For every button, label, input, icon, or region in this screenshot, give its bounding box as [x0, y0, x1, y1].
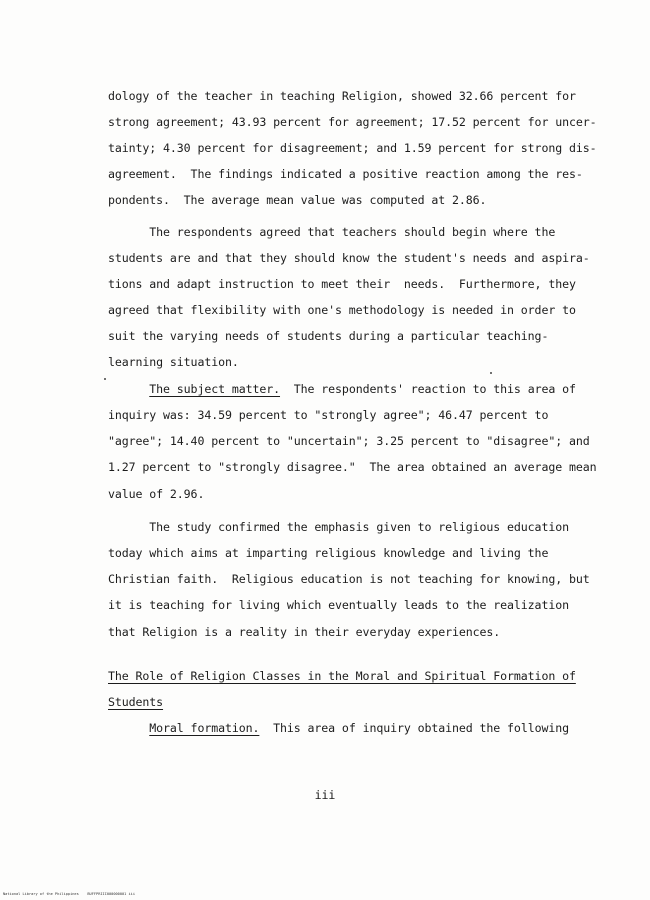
paragraph-1-line-5: pondents. The average mean value was computed at 2.86.: [108, 193, 487, 207]
paragraph-4-line-4: it is teaching for living which eventually leads to the realization: [108, 598, 569, 612]
section-heading-line-1: The Role of Religion Classes in the Moral and Spiritual Formation of: [108, 669, 576, 683]
paragraph-3-line-5: value of 2.96.: [108, 487, 205, 501]
paragraph-1-line-1: dology of the teacher in teaching Religion, showed 32.66 percent for: [108, 89, 576, 103]
paragraph-4-line-1: The study confirmed the emphasis given to religious education: [108, 520, 569, 534]
paragraph-3-line-2: inquiry was: 34.59 percent to "strongly agree"; 46.47 percent to: [108, 408, 549, 422]
paragraph-1-line-4: agreement. The findings indicated a positive reaction among the res-: [108, 167, 583, 181]
paragraph-4-line-3: Christian faith. Religious education is not teaching for knowing, but: [108, 572, 590, 586]
paragraph-2-line-6: learning situation.: [108, 355, 239, 369]
paragraph-3-line-1: [108, 381, 576, 397]
archive-footer: National Library of the Philippines BUFFPRIII000000001 iii: [3, 892, 135, 896]
page-number: iii: [314, 788, 336, 802]
paragraph-4-line-5: that Religion is a reality in their everyday experiences.: [108, 625, 501, 639]
paragraph-4-line-2: today which aims at imparting religious knowledge and living the: [108, 546, 549, 560]
paragraph-1-line-2: strong agreement; 43.93 percent for agreement; 17.52 percent for uncer-: [108, 115, 597, 129]
paragraph-2-line-3: tions and adapt instruction to meet their needs. Furthermore, they: [108, 277, 576, 291]
paragraph-3-line-4: 1.27 percent to "strongly disagree." The area obtained an average mean: [108, 460, 597, 474]
paragraph-2-line-2: students are and that they should know the student's needs and aspira-: [108, 251, 590, 265]
paragraph-2-line-5: suit the varying needs of students during a particular teaching-: [108, 329, 549, 343]
moral-formation-heading: Moral formation.: [149, 721, 260, 735]
paragraph-2-line-4: agreed that flexibility with one's methodology is needed in order to: [108, 303, 576, 317]
paragraph-3-line-1-text: The respondents' reaction to this area of: [280, 382, 576, 396]
paragraph-2-line-1: The respondents agreed that teachers should begin where the: [108, 225, 556, 239]
scan-speck: [490, 372, 492, 374]
paragraph-1-line-3: tainty; 4.30 percent for disagreement; and 1.59 percent for strong dis-: [108, 141, 597, 155]
subject-matter-heading: The subject matter.: [149, 382, 281, 396]
paragraph-5-line-1-text: This area of inquiry obtained the following: [259, 721, 569, 735]
paragraph-3-indent: [108, 382, 149, 396]
scan-speck: [104, 378, 106, 380]
paragraph-5-line-1: [108, 720, 569, 736]
paragraph-3-line-3: "agree"; 14.40 percent to "uncertain"; 3.25 percent to "disagree"; and: [108, 434, 590, 448]
paragraph-5-indent: [108, 721, 149, 735]
section-heading-line-2: Students: [108, 695, 164, 709]
